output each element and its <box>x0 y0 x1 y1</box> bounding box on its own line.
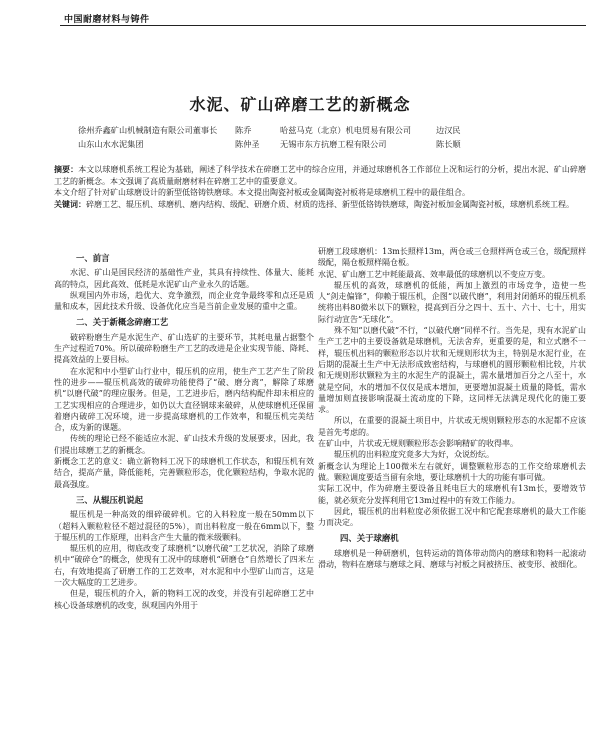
body-paragraph: 水泥、矿山磨工艺中耗能最高、效率最低的球磨机以不变应万变。 <box>318 269 550 279</box>
abstract-text: 本文以球磨机系统工程论为基础，阐述了科学技术在碎磨工艺中的综合应用，并通过球磨机各工作部位上况和运行的分析，提出水泥、矿山碎磨工艺的新概念。本文强调了高质量耐磨材料在碎磨工艺中的重要意义。 <box>54 165 586 186</box>
body-paragraph: 辊压机的出料粒度究竟多大为好，众说纷纭。 <box>334 450 494 460</box>
abstract-block <box>54 164 586 210</box>
body-column-left <box>54 248 314 753</box>
abstract-paragraph <box>54 164 586 187</box>
abstract-text: 本文介绍了针对矿山球磨设计的新型低铬铸铁磨球。本文提出陶瓷衬板或金属陶瓷衬板将是球磨机工程中的最佳组合。 <box>54 188 470 197</box>
body-paragraph: 新概念认为理论上100微米左右就好，调整颗粒形态的工作交给球磨机去做。颗粒调度要适当留有余地，要让球磨机十大的功能有事可做。 <box>318 461 586 482</box>
section-heading: 三、从辊压机说起 <box>76 494 143 505</box>
section-heading: 四、关于球磨机 <box>340 533 399 544</box>
body-paragraph: 殊不知“以磨代破”不行，“以破代磨”同样不行。当先是，现有水泥矿山生产工艺中的主要设备就是球磨机，无法舍弃，更重要的是，和立式磨不一样，辊压机出料的颗粒形态以片状和无规则形状为主，特别是水泥行业，在后期的混凝土生产中无法形成致密结构，与球磨机的圆形颗粒相比较，片状和无规则形状颗粒为主的水泥生产的混凝土，需水量增加百分之八至十，水就是空间，水的增加不仅仅是成本增加，更要增加混凝土质量的降低，需水量增加则直接影响混凝土流动度的下降，这同样无法满足现代化的施工要求。 <box>318 326 586 415</box>
author-name: 陈长顺 <box>436 139 461 149</box>
body-paragraph: 新概念工艺的意义：确立新物料工况下的球磨机工作状态，和辊压机有效结合，提高产量，降低能耗，完善颗粒形态，优化颗粒结构，争取水泥的最高强度。 <box>54 457 314 489</box>
keywords-label: 关键词： <box>54 198 86 209</box>
journal-header: 中国耐磨材料与铸件 <box>64 15 150 25</box>
author-row <box>78 123 580 137</box>
body-paragraph: 辊压机是一种高效的细碎破碎机。它的入料粒度一般在50mm以下（超料入颗粒粒径不超过混径的5%），而出料粒度一般在6mm以下，整于辊压机的工作原理，出料含产生大量的微米级颗料。 <box>54 510 314 542</box>
body-paragraph: 辊压机的高效，球磨机的低能，两加上激烈的市场竞争，造使一些人“剑走偏锋”，仰赖于辊压机，企图“以破代磨”，利用封闭循环的辊压机系统将出料80微米以下的颗粒，提高到百分之四十、五十、六十、七十，用实际行动宣告“无球化”。 <box>318 280 586 324</box>
section-heading: 二、关于新概念碎磨工艺 <box>76 317 169 328</box>
body-paragraph: 研磨工段球磨机：13m长照样13m，两仓或三仓照样两仓或三仓，级配照样级配，隔仓板照样隔仓板。 <box>318 247 586 268</box>
header-rule <box>60 25 586 26</box>
abstract-label: 摘要： <box>54 164 79 174</box>
keywords-text: 碎磨工艺、辊压机、球磨机、磨内结构、级配、研磨介质、材质的选择、新型低铬铸铁磨球，陶瓷衬板加金属陶瓷衬板，球磨机系统工程。 <box>86 199 574 209</box>
author-name: 边汉民 <box>436 125 461 135</box>
body-paragraph: 球磨机是一种研磨机，包转运动的筒体带动筒内的磨球和物料一起滚动滑动，物料在磨球与磨球之间、磨球与衬板之间被挤压、被变形、被细化。 <box>318 548 586 570</box>
body-column-right <box>318 246 586 753</box>
author-name: 陈仲圣 <box>235 139 260 149</box>
body-paragraph: 辊压机的应用，彻底改变了球磨机“以磨代破”工艺状况，消除了球磨机中“破碎仓”的概念，使现有工况中的球磨机“研磨仓”自然增长了四米左右，有效地提高了研磨工作的工艺效率，对水泥和中小型矿山而言，这是一次大幅度的工艺进步。 <box>54 544 314 588</box>
author-org: 徐州乔鑫矿山机械制造有限公司董事长 <box>78 125 218 135</box>
body-paragraph: 纵观国内外市场，趋优大、竞争激烈，而企业竞争最终零和点还是质量和成本，因此技术升级、设备优化应当是当前企业发展的重中之重。 <box>54 290 314 312</box>
author-org: 哈兹马克（北京）机电贸易有限公司 <box>280 125 412 135</box>
body-paragraph: 破碎粉磨生产是水泥生产、矿山选矿的主要环节，其耗电量占据整个生产过程近70%。所以破碎粉磨生产工艺的改进是企业实现节能、降耗、提高效益的上要目标。 <box>54 332 314 365</box>
body-paragraph: 传统的理论已经不能适应水泥、矿山技术升级的发展要求，因此，我们提出球磨工艺的新概念。 <box>54 434 314 455</box>
body-paragraph: 在矿山中，片状或无规则颗粒形态会影响精矿的收得率。 <box>318 439 518 449</box>
body-paragraph: 实际工况中，作为碎磨主要设备且耗电巨大的球磨机有13m长，要增效节能，就必须充分发挥利用它13m过程中的有效工作能力。 <box>318 484 586 505</box>
author-block <box>78 123 580 151</box>
author-name: 陈乔 <box>235 125 252 135</box>
author-row <box>78 137 580 151</box>
body-paragraph: 水泥、矿山是国民经济的基础性产业，其具有持续性、体量大、能耗高的特点，因此高效、低耗是水泥矿山产业永久的话题。 <box>54 268 314 289</box>
body-paragraph: 在水泥和中小型矿山行业中，辊压机的应用，使生产工艺产生了阶段性的进步——辊压机高效的破碎功能使得了“破、磨分离”，解除了球磨机“以磨代破”的理应服务。但是，工艺进步后，磨内结构配件却未相应的工艺实现相应的合理进步，如仍以大直径钢球来破碎，从使球磨机还保留着磨内破碎工况环境，进一步提高球磨机的工作效率，和辊压机完美结合，成为新的课题。 <box>54 366 314 433</box>
section-heading: 一、前言 <box>76 253 110 263</box>
author-org: 无锡市东方抗磨工程有限公司 <box>280 139 387 149</box>
author-org: 山东山水水泥集团 <box>78 139 144 149</box>
article-title: 水泥、矿山碎磨工艺的新概念 <box>189 95 411 114</box>
abstract-paragraph <box>54 187 586 199</box>
body-paragraph: 所以，在重要的混凝土项目中，片状或无规则颗粒形态的水泥都不应该是首先考虑的。 <box>318 416 586 437</box>
body-paragraph: 因此，辊压机的出料粒度必须依据工况中和它配套球磨机的最大工作能力而决定。 <box>318 506 586 528</box>
keywords-paragraph <box>54 199 586 211</box>
body-paragraph: 但是，辊压机的介入，新的物料工况的改变，并没有引起碎磨工艺中核心设备球磨机的改变，纵观国内外用于 <box>54 589 314 610</box>
